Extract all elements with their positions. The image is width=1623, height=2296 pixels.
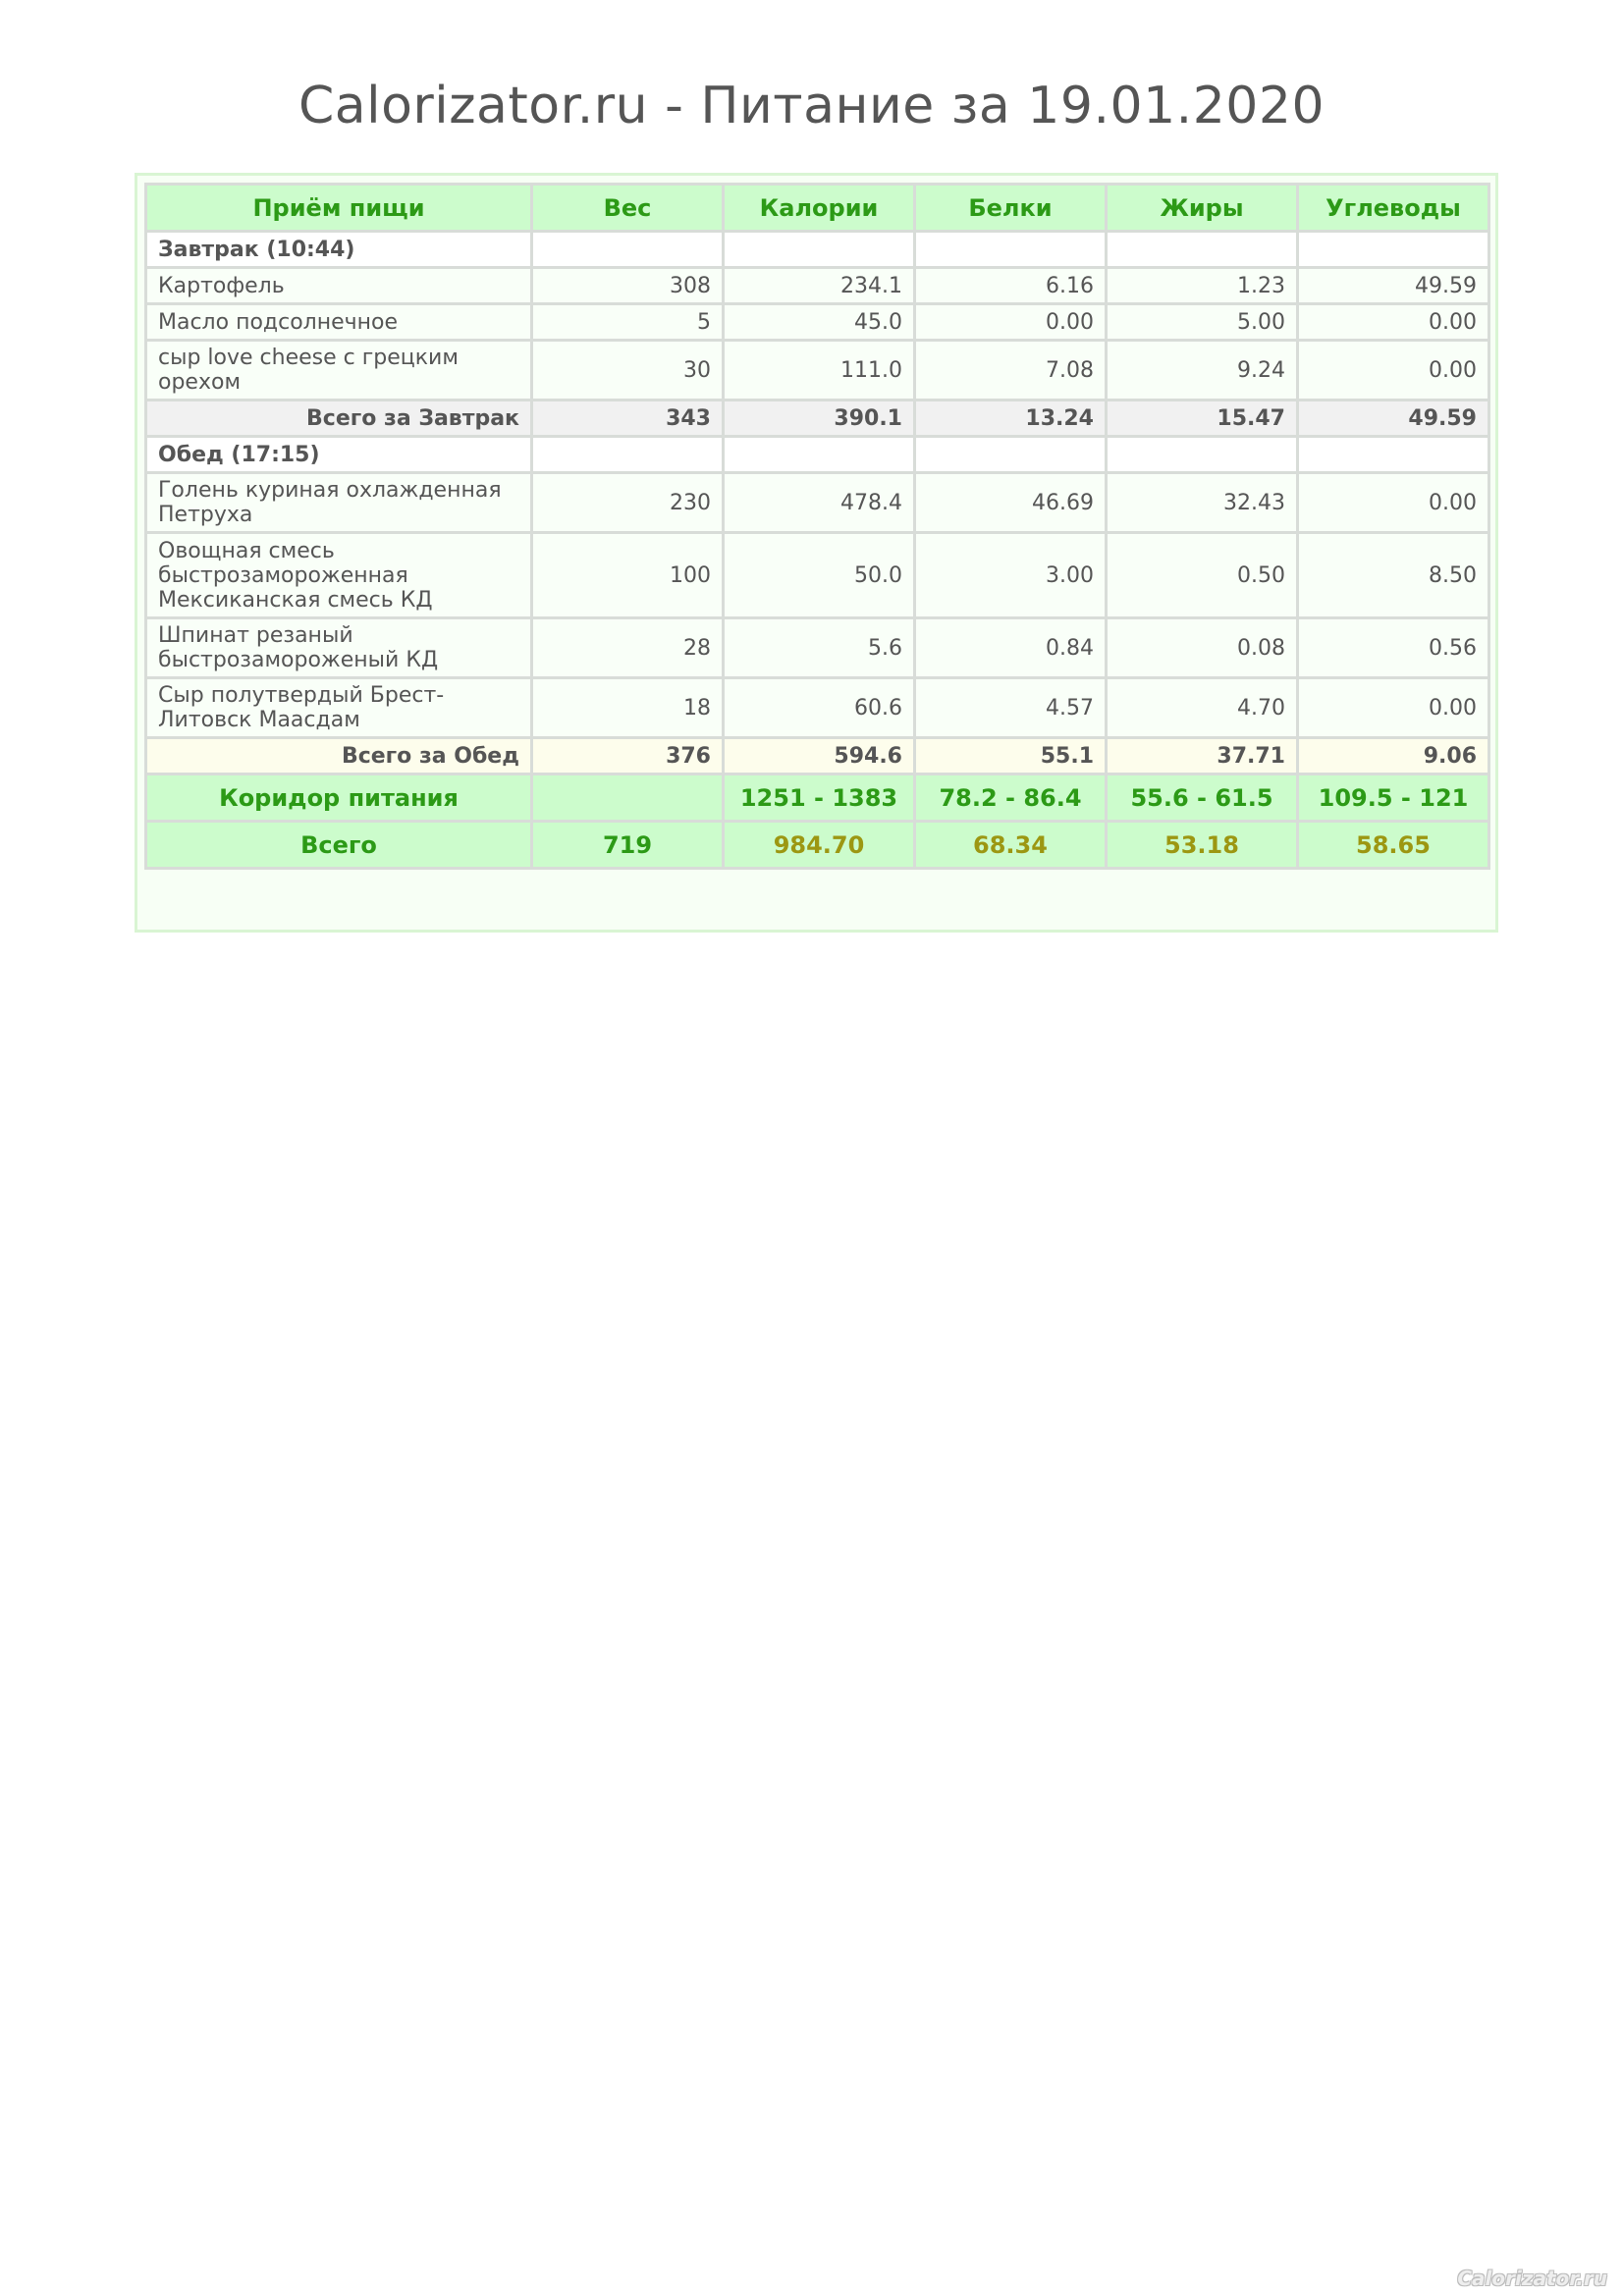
food-fat: 1.23: [1107, 268, 1298, 304]
corridor-weight: [532, 774, 724, 822]
food-carbs: 0.00: [1298, 341, 1489, 400]
subtotal-fat: 37.71: [1107, 738, 1298, 774]
total-label: Всего: [146, 822, 532, 869]
header-weight: Вес: [532, 185, 724, 232]
meal-row-breakfast: [146, 232, 1489, 268]
food-row: [146, 304, 1489, 341]
food-protein: 46.69: [915, 473, 1107, 533]
food-protein: 0.00: [915, 304, 1107, 341]
subtotal-carbs: 9.06: [1298, 738, 1489, 774]
total-fat: 53.18: [1107, 822, 1298, 869]
food-carbs: 0.00: [1298, 304, 1489, 341]
food-carbs: 0.00: [1298, 678, 1489, 738]
food-row: [146, 678, 1489, 738]
total-calories: 984.70: [724, 822, 915, 869]
food-fat: 5.00: [1107, 304, 1298, 341]
subtotal-weight: 376: [532, 738, 724, 774]
food-name: Голень куриная охлажденная Петруха: [146, 473, 532, 533]
food-calories: 5.6: [724, 618, 915, 678]
food-weight: 5: [532, 304, 724, 341]
header-carbs: Углеводы: [1298, 185, 1489, 232]
food-weight: 100: [532, 533, 724, 618]
corridor-row: [146, 774, 1489, 822]
subtotal-carbs: 49.59: [1298, 400, 1489, 437]
header-protein: Белки: [915, 185, 1107, 232]
header-fat: Жиры: [1107, 185, 1298, 232]
food-name: Масло подсолнечное: [146, 304, 532, 341]
food-name: Картофель: [146, 268, 532, 304]
subtotal-calories: 594.6: [724, 738, 915, 774]
watermark-logo: Calorizator.ru: [1457, 2267, 1607, 2290]
food-name: Шпинат резаный быстрозамороженый КД: [146, 618, 532, 678]
total-row: [146, 822, 1489, 869]
subtotal-protein: 13.24: [915, 400, 1107, 437]
food-protein: 4.57: [915, 678, 1107, 738]
total-carbs: 58.65: [1298, 822, 1489, 869]
meal-name: Завтрак (10:44): [146, 232, 532, 268]
nutrition-table: [144, 183, 1490, 870]
food-name: сыр love cheese с грецким орехом: [146, 341, 532, 400]
food-weight: 230: [532, 473, 724, 533]
food-calories: 50.0: [724, 533, 915, 618]
food-carbs: 49.59: [1298, 268, 1489, 304]
subtotal-label: Всего за Завтрак: [146, 400, 532, 437]
food-fat: 0.50: [1107, 533, 1298, 618]
subtotal-label: Всего за Обед: [146, 738, 532, 774]
food-calories: 45.0: [724, 304, 915, 341]
food-protein: 6.16: [915, 268, 1107, 304]
subtotal-calories: 390.1: [724, 400, 915, 437]
corridor-protein: 78.2 - 86.4: [915, 774, 1107, 822]
subtotal-row-breakfast: [146, 400, 1489, 437]
subtotal-row-lunch: [146, 738, 1489, 774]
food-row: [146, 341, 1489, 400]
subtotal-fat: 15.47: [1107, 400, 1298, 437]
food-weight: 308: [532, 268, 724, 304]
subtotal-protein: 55.1: [915, 738, 1107, 774]
total-weight: 719: [532, 822, 724, 869]
food-carbs: 0.00: [1298, 473, 1489, 533]
corridor-label: Коридор питания: [146, 774, 532, 822]
meal-row-lunch: [146, 437, 1489, 473]
total-protein: 68.34: [915, 822, 1107, 869]
food-calories: 234.1: [724, 268, 915, 304]
table-header-row: [146, 185, 1489, 232]
corridor-calories: 1251 - 1383: [724, 774, 915, 822]
food-calories: 478.4: [724, 473, 915, 533]
meal-name: Обед (17:15): [146, 437, 532, 473]
food-name: Овощная смесь быстрозамороженная Мексиканская смесь КД: [146, 533, 532, 618]
food-row: [146, 533, 1489, 618]
food-weight: 18: [532, 678, 724, 738]
food-calories: 111.0: [724, 341, 915, 400]
food-weight: 30: [532, 341, 724, 400]
food-fat: 4.70: [1107, 678, 1298, 738]
corridor-carbs: 109.5 - 121: [1298, 774, 1489, 822]
food-carbs: 0.56: [1298, 618, 1489, 678]
page-title: Calorizator.ru - Питание за 19.01.2020: [298, 77, 1325, 135]
subtotal-weight: 343: [532, 400, 724, 437]
food-name: Сыр полутвердый Брест-Литовск Маасдам: [146, 678, 532, 738]
food-protein: 7.08: [915, 341, 1107, 400]
corridor-fat: 55.6 - 61.5: [1107, 774, 1298, 822]
food-row: [146, 268, 1489, 304]
food-row: [146, 618, 1489, 678]
food-carbs: 8.50: [1298, 533, 1489, 618]
header-meal: Приём пищи: [146, 185, 532, 232]
food-fat: 0.08: [1107, 618, 1298, 678]
food-protein: 3.00: [915, 533, 1107, 618]
header-calories: Калории: [724, 185, 915, 232]
food-calories: 60.6: [724, 678, 915, 738]
food-fat: 9.24: [1107, 341, 1298, 400]
food-row: [146, 473, 1489, 533]
food-protein: 0.84: [915, 618, 1107, 678]
food-fat: 32.43: [1107, 473, 1298, 533]
food-weight: 28: [532, 618, 724, 678]
